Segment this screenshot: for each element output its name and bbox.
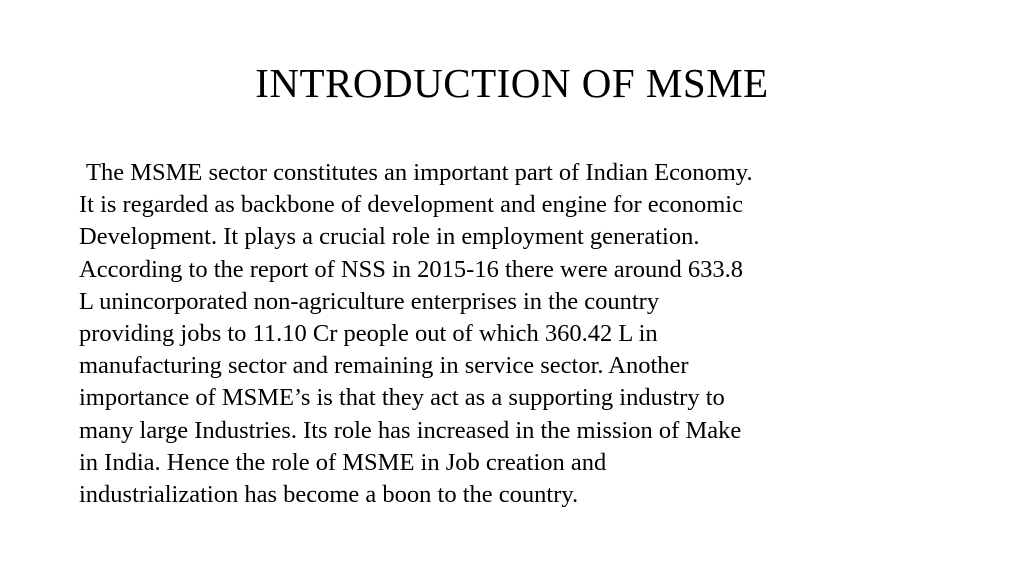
body-line: It is regarded as backbone of development and engine for economic (79, 191, 743, 219)
body-line: providing jobs to 11.10 Cr people out of which 360.42 L in (79, 320, 658, 348)
body-line: L unincorporated non-agriculture enterprises in the country (79, 287, 660, 315)
body-line: Development. It plays a crucial role in employment generation. (79, 223, 700, 251)
body-line: many large Industries. Its role has increased in the mission of Make (79, 416, 742, 444)
body-line: industrialization has become a boon to the country. (79, 481, 579, 509)
body-line: in India. Hence the role of MSME in Job creation and (79, 448, 607, 476)
body-line: According to the report of NSS in 2015-16 there were around 633.8 (79, 255, 744, 283)
slide-body-text (79, 157, 959, 511)
body-line: manufacturing sector and remaining in service sector. Another (79, 352, 689, 380)
slide-title: INTRODUCTION OF MSME (255, 60, 769, 106)
body-line: importance of MSME’s is that they act as a supporting industry to (79, 384, 725, 412)
body-line: The MSME sector constitutes an important part of Indian Economy. (86, 159, 753, 186)
